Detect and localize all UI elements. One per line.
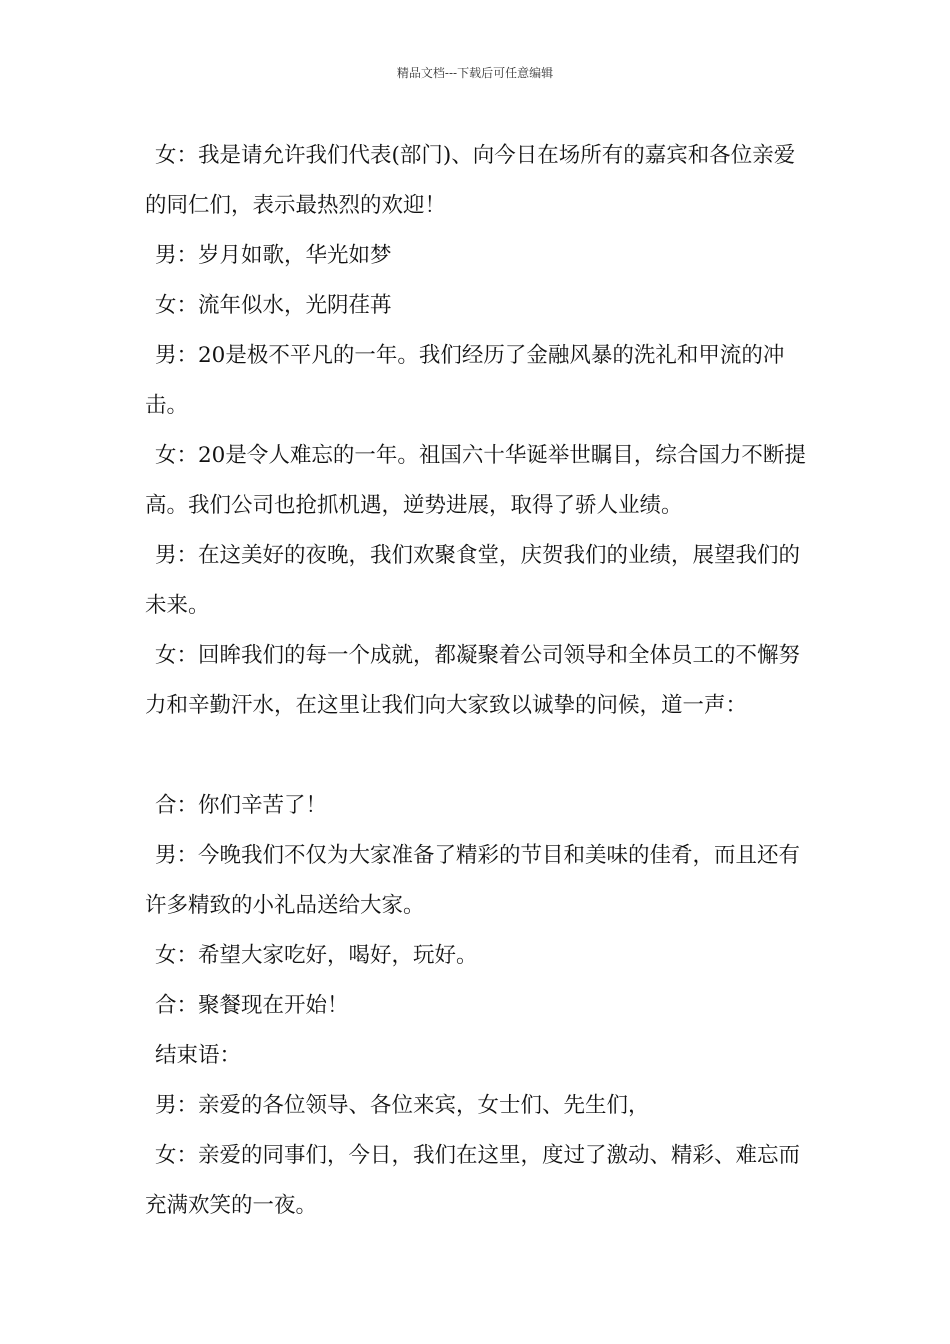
paragraph: 女：我是请允许我们代表(部门)、向今日在场所有的嘉宾和各位亲爱的同仁们，表示最热烈的欢迎！ bbox=[145, 143, 796, 218]
blank-line bbox=[145, 731, 815, 781]
paragraph: 女：20是令人难忘的一年。祖国六十华诞举世瞩目，综合国力不断提高。我们公司也抢抓机遇，逆势进展，取得了骄人业绩。 bbox=[145, 443, 806, 518]
paragraph: 女：流年似水，光阴荏苒 bbox=[155, 293, 392, 318]
paragraph: 男：岁月如歌，华光如梦 bbox=[155, 243, 392, 268]
paragraph: 女：希望大家吃好，喝好，玩好。 bbox=[155, 943, 478, 968]
paragraph: 女：亲爱的同事们，今日，我们在这里，度过了激动、精彩、难忘而充满欢笑的一夜。 bbox=[145, 1143, 801, 1218]
document-body bbox=[145, 131, 815, 1231]
paragraph: 女：回眸我们的每一个成就，都凝聚着公司领导和全体员工的不懈努力和辛勤汗水，在这里让我们向大家致以诚挚的问候，道一声： bbox=[145, 643, 801, 718]
paragraph: 合：聚餐现在开始！ bbox=[155, 993, 349, 1018]
page-header: 精品文档---下载后可任意编辑 bbox=[396, 66, 554, 80]
paragraph: 男：20是极不平凡的一年。我们经历了金融风暴的洗礼和甲流的冲击。 bbox=[145, 343, 785, 418]
paragraph: 结束语： bbox=[155, 1043, 242, 1068]
paragraph: 男：在这美好的夜晚，我们欢聚食堂，庆贺我们的业绩，展望我们的未来。 bbox=[145, 543, 801, 618]
paragraph: 男：亲爱的各位领导、各位来宾，女士们、先生们， bbox=[155, 1093, 650, 1118]
paragraph: 男：今晚我们不仅为大家准备了精彩的节目和美味的佳肴，而且还有许多精致的小礼品送给大家。 bbox=[145, 843, 801, 918]
paragraph: 合：你们辛苦了！ bbox=[155, 793, 328, 818]
